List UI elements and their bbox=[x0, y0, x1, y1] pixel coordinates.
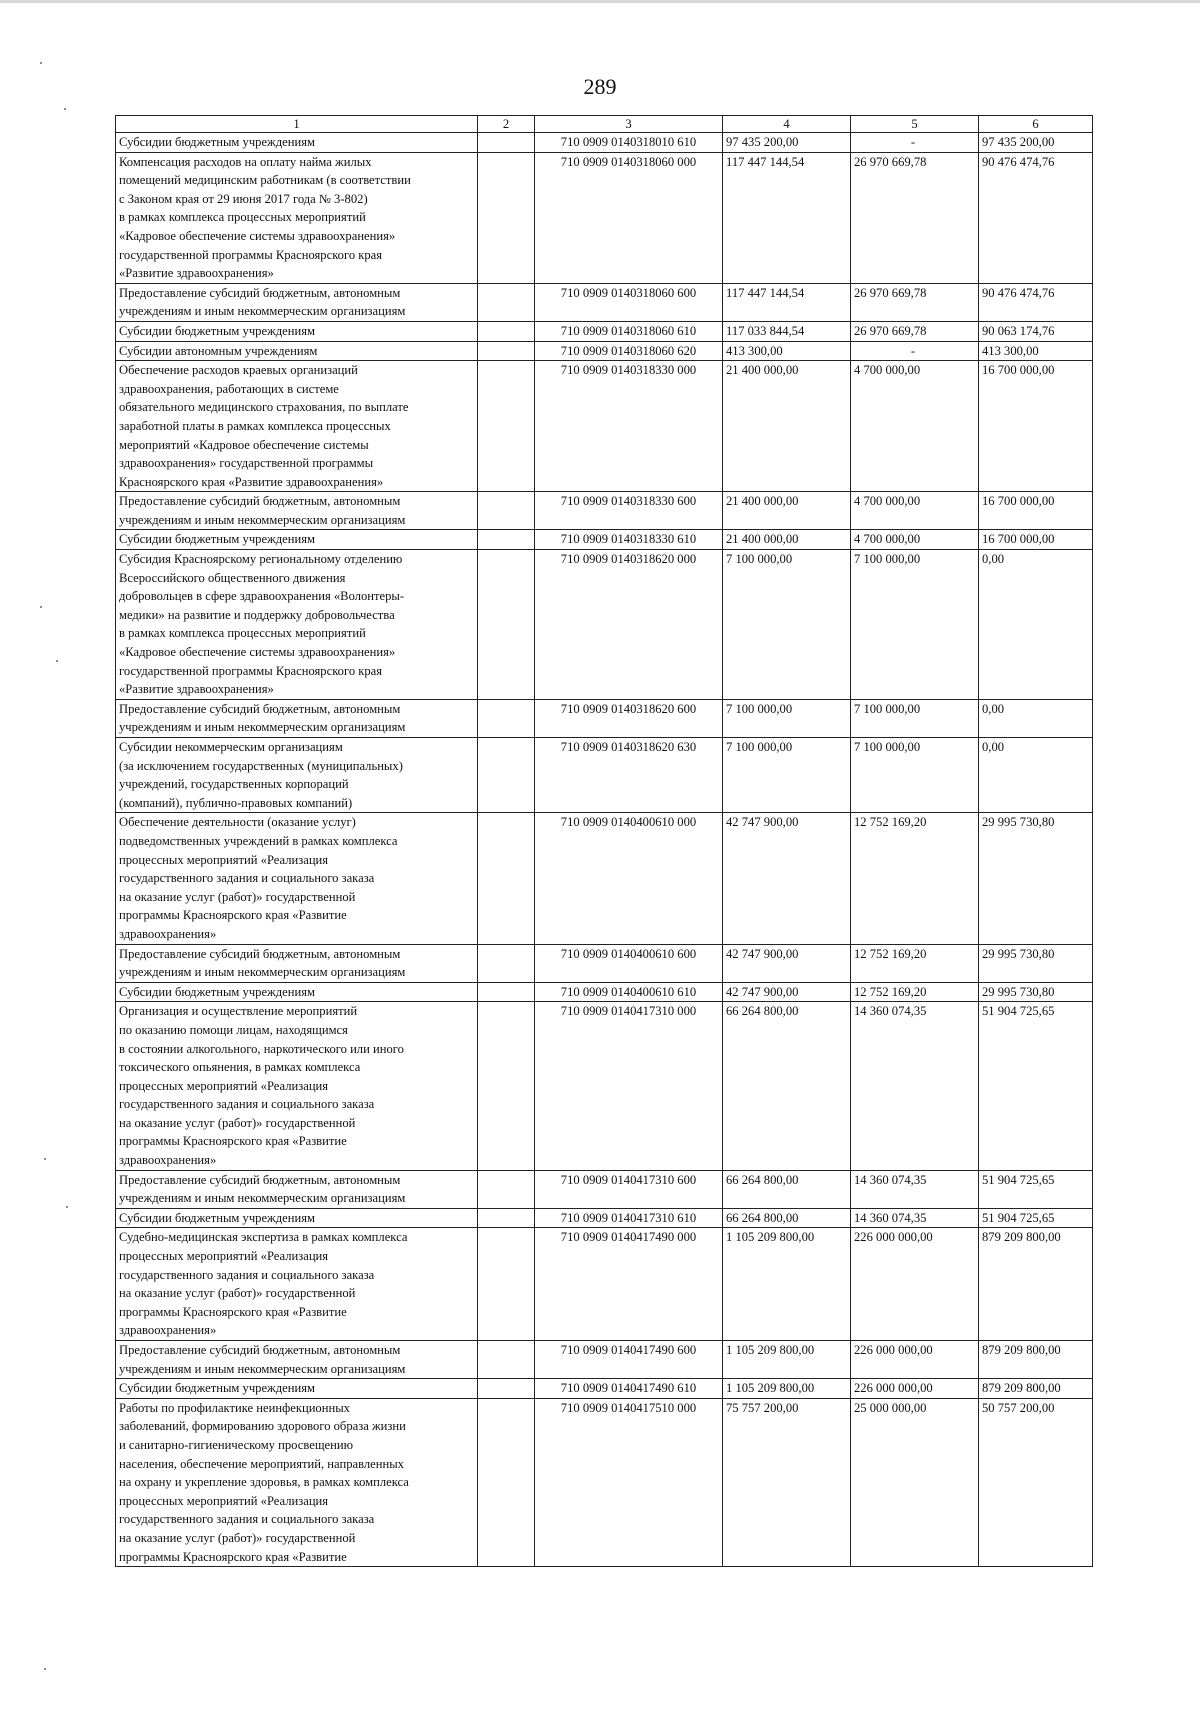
budget-code-cell: 710 0909 0140400610 600 bbox=[535, 944, 723, 982]
column-2-cell bbox=[478, 1208, 535, 1228]
column-5-amount: 4 700 000,00 bbox=[851, 492, 979, 530]
table-row bbox=[116, 152, 1093, 283]
column-5-amount: 14 360 074,35 bbox=[851, 1170, 979, 1208]
item-name-cell: Компенсация расходов на оплату найма жилых помещений медицинским работникам (в соответствии с Законом края от 29 июня 2017 года № 3-802) в рамках комплекса процессных мероприятий «Кадровое обеспечение системы здравоохранения» государственной программы Красноярского края «Развитие здравоохранения» bbox=[116, 152, 478, 283]
table-row bbox=[116, 321, 1093, 341]
item-name-cell: Обеспечение расходов краевых организаций здравоохранения, работающих в системе обязательного медицинского страхования, по выплате заработной платы в рамках комплекса процессных мероприятий «Кадровое обеспечение системы здравоохранения» государственной программы Красноярского края «Развитие здравоохранения» bbox=[116, 361, 478, 492]
column-6-amount: 51 904 725,65 bbox=[979, 1208, 1093, 1228]
column-4-amount: 75 757 200,00 bbox=[723, 1398, 851, 1566]
column-2-cell bbox=[478, 492, 535, 530]
column-4-amount: 97 435 200,00 bbox=[723, 133, 851, 153]
column-2-cell bbox=[478, 813, 535, 944]
table-row bbox=[116, 738, 1093, 813]
item-name-cell: Субсидии бюджетным учреждениям bbox=[116, 530, 478, 550]
column-6-amount: 90 063 174,76 bbox=[979, 321, 1093, 341]
budget-code-cell: 710 0909 0140417310 000 bbox=[535, 1002, 723, 1170]
column-2-cell bbox=[478, 361, 535, 492]
item-name-cell: Предоставление субсидий бюджетным, автономным учреждениям и иным некоммерческим организациям bbox=[116, 1170, 478, 1208]
item-name-cell: Судебно-медицинская экспертиза в рамках комплекса процессных мероприятий «Реализация государственного задания и социального заказа на оказание услуг (работ)» государственной программы Красноярского края «Развитие здравоохранения» bbox=[116, 1228, 478, 1341]
column-4-amount: 42 747 900,00 bbox=[723, 944, 851, 982]
item-name-cell: Субсидии бюджетным учреждениям bbox=[116, 982, 478, 1002]
column-4-amount: 66 264 800,00 bbox=[723, 1170, 851, 1208]
scan-speck bbox=[40, 62, 42, 64]
scan-speck bbox=[56, 660, 58, 662]
budget-code-cell: 710 0909 0140318330 000 bbox=[535, 361, 723, 492]
column-5-amount: 14 360 074,35 bbox=[851, 1002, 979, 1170]
item-name-cell: Субсидии бюджетным учреждениям bbox=[116, 1379, 478, 1399]
column-5-amount: 7 100 000,00 bbox=[851, 738, 979, 813]
column-4-amount: 117 447 144,54 bbox=[723, 152, 851, 283]
budget-code-cell: 710 0909 0140417510 000 bbox=[535, 1398, 723, 1566]
item-name-cell: Субсидии бюджетным учреждениям bbox=[116, 133, 478, 153]
table-row bbox=[116, 1228, 1093, 1341]
column-6-amount: 90 476 474,76 bbox=[979, 283, 1093, 321]
item-name-cell: Субсидии бюджетным учреждениям bbox=[116, 1208, 478, 1228]
column-6-amount: 0,00 bbox=[979, 699, 1093, 737]
column-4-amount: 1 105 209 800,00 bbox=[723, 1228, 851, 1341]
page-number: 289 bbox=[583, 74, 617, 99]
column-5-amount: 7 100 000,00 bbox=[851, 550, 979, 700]
column-5-amount: 12 752 169,20 bbox=[851, 944, 979, 982]
column-2-cell bbox=[478, 738, 535, 813]
column-4-amount: 21 400 000,00 bbox=[723, 361, 851, 492]
item-name-cell: Предоставление субсидий бюджетным, автономным учреждениям и иным некоммерческим организациям bbox=[116, 283, 478, 321]
budget-code-cell: 710 0909 0140417490 600 bbox=[535, 1341, 723, 1379]
column-5-amount: 4 700 000,00 bbox=[851, 361, 979, 492]
column-2-cell bbox=[478, 152, 535, 283]
column-2-cell bbox=[478, 1170, 535, 1208]
column-5-amount: 7 100 000,00 bbox=[851, 699, 979, 737]
table-row bbox=[116, 530, 1093, 550]
column-header: 6 bbox=[979, 116, 1093, 133]
item-name-cell: Субсидия Красноярскому региональному отделению Всероссийского общественного движения добровольцев в сфере здравоохранения «Волонтеры- медики» на развитие и поддержку добровольчества в рамках комплекса процессных мероприятий «Кадровое обеспечение системы здравоохранения» государственной программы Красноярского края «Развитие здравоохранения» bbox=[116, 550, 478, 700]
column-5-amount: 226 000 000,00 bbox=[851, 1341, 979, 1379]
table-row bbox=[116, 1002, 1093, 1170]
column-2-cell bbox=[478, 1341, 535, 1379]
column-4-amount: 413 300,00 bbox=[723, 341, 851, 361]
item-name-cell: Субсидии бюджетным учреждениям bbox=[116, 321, 478, 341]
table-row bbox=[116, 944, 1093, 982]
budget-code-cell: 710 0909 0140417310 600 bbox=[535, 1170, 723, 1208]
table-row bbox=[116, 1170, 1093, 1208]
column-2-cell bbox=[478, 1002, 535, 1170]
table-row bbox=[116, 492, 1093, 530]
budget-code-cell: 710 0909 0140400610 610 bbox=[535, 982, 723, 1002]
table-row bbox=[116, 361, 1093, 492]
column-6-amount: 16 700 000,00 bbox=[979, 361, 1093, 492]
column-header: 3 bbox=[535, 116, 723, 133]
budget-code-cell: 710 0909 0140318620 630 bbox=[535, 738, 723, 813]
column-4-amount: 7 100 000,00 bbox=[723, 738, 851, 813]
column-4-amount: 1 105 209 800,00 bbox=[723, 1379, 851, 1399]
header-row bbox=[116, 116, 1093, 133]
column-6-amount: 413 300,00 bbox=[979, 341, 1093, 361]
column-5-amount: 4 700 000,00 bbox=[851, 530, 979, 550]
column-2-cell bbox=[478, 944, 535, 982]
column-6-amount: 879 209 800,00 bbox=[979, 1341, 1093, 1379]
scan-speck bbox=[44, 1158, 46, 1160]
column-4-amount: 7 100 000,00 bbox=[723, 550, 851, 700]
column-5-amount: 12 752 169,20 bbox=[851, 982, 979, 1002]
column-2-cell bbox=[478, 550, 535, 700]
column-4-amount: 66 264 800,00 bbox=[723, 1002, 851, 1170]
budget-code-cell: 710 0909 0140318330 610 bbox=[535, 530, 723, 550]
scan-speck bbox=[64, 108, 66, 110]
column-6-amount: 16 700 000,00 bbox=[979, 530, 1093, 550]
column-6-amount: 879 209 800,00 bbox=[979, 1228, 1093, 1341]
scan-speck bbox=[40, 606, 42, 608]
column-6-amount: 0,00 bbox=[979, 738, 1093, 813]
column-5-amount: 25 000 000,00 bbox=[851, 1398, 979, 1566]
column-2-cell bbox=[478, 1398, 535, 1566]
budget-code-cell: 710 0909 0140417490 610 bbox=[535, 1379, 723, 1399]
column-5-amount: 12 752 169,20 bbox=[851, 813, 979, 944]
column-5-amount: - bbox=[851, 341, 979, 361]
column-header: 5 bbox=[851, 116, 979, 133]
item-name-cell: Субсидии некоммерческим организациям (за исключением государственных (муниципальных) учреждений, государственных корпораций (компаний), публично-правовых компаний) bbox=[116, 738, 478, 813]
table-row bbox=[116, 1398, 1093, 1566]
column-2-cell bbox=[478, 1228, 535, 1341]
table-row bbox=[116, 341, 1093, 361]
column-2-cell bbox=[478, 283, 535, 321]
budget-code-cell: 710 0909 0140417490 000 bbox=[535, 1228, 723, 1341]
column-4-amount: 1 105 209 800,00 bbox=[723, 1341, 851, 1379]
column-6-amount: 50 757 200,00 bbox=[979, 1398, 1093, 1566]
scan-top-edge bbox=[0, 0, 1200, 3]
budget-code-cell: 710 0909 0140318060 620 bbox=[535, 341, 723, 361]
column-2-cell bbox=[478, 1379, 535, 1399]
budget-code-cell: 710 0909 0140400610 000 bbox=[535, 813, 723, 944]
column-2-cell bbox=[478, 982, 535, 1002]
column-4-amount: 42 747 900,00 bbox=[723, 813, 851, 944]
table-row bbox=[116, 133, 1093, 153]
table-row bbox=[116, 550, 1093, 700]
column-2-cell bbox=[478, 699, 535, 737]
column-6-amount: 29 995 730,80 bbox=[979, 813, 1093, 944]
column-5-amount: - bbox=[851, 133, 979, 153]
column-4-amount: 7 100 000,00 bbox=[723, 699, 851, 737]
column-6-amount: 879 209 800,00 bbox=[979, 1379, 1093, 1399]
column-5-amount: 226 000 000,00 bbox=[851, 1379, 979, 1399]
column-4-amount: 21 400 000,00 bbox=[723, 492, 851, 530]
budget-code-cell: 710 0909 0140318620 600 bbox=[535, 699, 723, 737]
budget-code-cell: 710 0909 0140417310 610 bbox=[535, 1208, 723, 1228]
column-header: 2 bbox=[478, 116, 535, 133]
budget-code-cell: 710 0909 0140318060 610 bbox=[535, 321, 723, 341]
column-header: 4 bbox=[723, 116, 851, 133]
scan-speck bbox=[66, 1206, 68, 1208]
table-row bbox=[116, 982, 1093, 1002]
table-row bbox=[116, 1379, 1093, 1399]
column-5-amount: 226 000 000,00 bbox=[851, 1228, 979, 1341]
budget-code-cell: 710 0909 0140318620 000 bbox=[535, 550, 723, 700]
column-2-cell bbox=[478, 133, 535, 153]
item-name-cell: Субсидии автономным учреждениям bbox=[116, 341, 478, 361]
column-2-cell bbox=[478, 530, 535, 550]
column-6-amount: 90 476 474,76 bbox=[979, 152, 1093, 283]
budget-code-cell: 710 0909 0140318330 600 bbox=[535, 492, 723, 530]
column-6-amount: 51 904 725,65 bbox=[979, 1002, 1093, 1170]
item-name-cell: Обеспечение деятельности (оказание услуг) подведомственных учреждений в рамках комплекса процессных мероприятий «Реализация государственного задания и социального заказа на оказание услуг (работ)» государственной программы Красноярского края «Развитие здравоохранения» bbox=[116, 813, 478, 944]
table-row bbox=[116, 813, 1093, 944]
table-row bbox=[116, 1208, 1093, 1228]
column-header: 1 bbox=[116, 116, 478, 133]
column-4-amount: 21 400 000,00 bbox=[723, 530, 851, 550]
item-name-cell: Предоставление субсидий бюджетным, автономным учреждениям и иным некоммерческим организациям bbox=[116, 699, 478, 737]
column-6-amount: 0,00 bbox=[979, 550, 1093, 700]
budget-code-cell: 710 0909 0140318060 600 bbox=[535, 283, 723, 321]
table-row bbox=[116, 1341, 1093, 1379]
item-name-cell: Предоставление субсидий бюджетным, автономным учреждениям и иным некоммерческим организациям bbox=[116, 492, 478, 530]
column-5-amount: 14 360 074,35 bbox=[851, 1208, 979, 1228]
budget-code-cell: 710 0909 0140318010 610 bbox=[535, 133, 723, 153]
column-4-amount: 117 447 144,54 bbox=[723, 283, 851, 321]
item-name-cell: Организация и осуществление мероприятий по оказанию помощи лицам, находящимся в состоянии алкогольного, наркотического или иного токсического опьянения, в рамках комплекса процессных мероприятий «Реализация государственного задания и социального заказа на оказание услуг (работ)» государственной программы Красноярского края «Развитие здравоохранения» bbox=[116, 1002, 478, 1170]
item-name-cell: Работы по профилактике неинфекционных заболеваний, формированию здорового образа жизни и санитарно-гигиеническому просвещению населения, обеспечение мероприятий, направленных на охрану и укрепление здоровья, в рамках комплекса процессных мероприятий «Реализация государственного задания и социального заказа на оказание услуг (работ)» государственной программы Красноярского края «Развитие bbox=[116, 1398, 478, 1566]
column-2-cell bbox=[478, 341, 535, 361]
column-5-amount: 26 970 669,78 bbox=[851, 283, 979, 321]
table-row bbox=[116, 699, 1093, 737]
column-2-cell bbox=[478, 321, 535, 341]
budget-table bbox=[115, 115, 1093, 1567]
column-6-amount: 29 995 730,80 bbox=[979, 982, 1093, 1002]
column-6-amount: 51 904 725,65 bbox=[979, 1170, 1093, 1208]
column-6-amount: 16 700 000,00 bbox=[979, 492, 1093, 530]
budget-code-cell: 710 0909 0140318060 000 bbox=[535, 152, 723, 283]
column-5-amount: 26 970 669,78 bbox=[851, 321, 979, 341]
table-body bbox=[116, 133, 1093, 1567]
column-4-amount: 66 264 800,00 bbox=[723, 1208, 851, 1228]
column-4-amount: 117 033 844,54 bbox=[723, 321, 851, 341]
item-name-cell: Предоставление субсидий бюджетным, автономным учреждениям и иным некоммерческим организациям bbox=[116, 1341, 478, 1379]
table-row bbox=[116, 283, 1093, 321]
column-5-amount: 26 970 669,78 bbox=[851, 152, 979, 283]
column-6-amount: 29 995 730,80 bbox=[979, 944, 1093, 982]
column-6-amount: 97 435 200,00 bbox=[979, 133, 1093, 153]
column-4-amount: 42 747 900,00 bbox=[723, 982, 851, 1002]
item-name-cell: Предоставление субсидий бюджетным, автономным учреждениям и иным некоммерческим организациям bbox=[116, 944, 478, 982]
scan-speck bbox=[44, 1668, 46, 1670]
